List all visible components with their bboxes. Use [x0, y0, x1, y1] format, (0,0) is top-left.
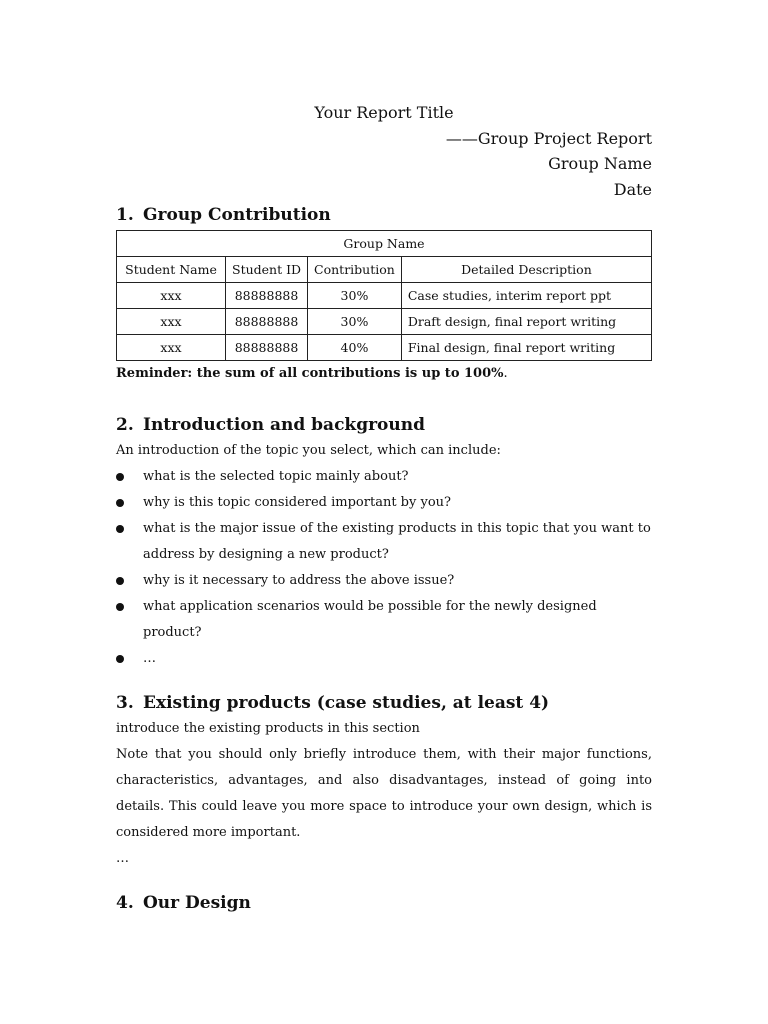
report-title: Your Report Title: [314, 103, 454, 122]
table-cell: 88888888: [226, 309, 308, 335]
report-date: Date: [613, 179, 652, 199]
section-title: Our Design: [143, 893, 251, 913]
section-title: Existing products (case studies, at least 4): [143, 693, 550, 713]
reminder-note: [116, 362, 652, 386]
table-row: [117, 283, 652, 309]
column-header: Contribution: [308, 257, 402, 283]
bullet-icon: [116, 473, 124, 481]
table-cell: Case studies, interim report ppt: [401, 283, 651, 309]
list-item: what is the major issue of the existing products in this topic that you want to address by designing a new product?: [116, 516, 652, 568]
section-number: 1.: [116, 205, 134, 225]
column-header: Student Name: [117, 257, 226, 283]
section-4-heading: [116, 890, 652, 916]
reminder-period: .: [503, 366, 508, 381]
bullet-icon: [116, 603, 124, 611]
section-paragraph: Note that you should only briefly introduce them, with their major functions, characteristics, advantages, and also disadvantages, instead of going into details. This could leave you more space to introduce your own design, which is considered more important.: [116, 747, 652, 840]
table-cell: 30%: [308, 309, 402, 335]
section-title: Group Contribution: [143, 205, 331, 225]
table-cell: Final design, final report writing: [401, 335, 651, 361]
bullet-icon: [116, 577, 124, 585]
table-cell: xxx: [117, 283, 226, 309]
section-number: 4.: [116, 893, 134, 913]
bullet-icon: [116, 499, 124, 507]
section-number: 2.: [116, 415, 134, 435]
report-subtitle: ——Group Project Report: [445, 128, 652, 148]
reminder-text: Reminder: the sum of all contributions is up to 100%: [116, 366, 504, 381]
section-2-heading: [116, 412, 652, 438]
list-item: what application scenarios would be possible for the newly designed product?: [116, 594, 652, 646]
section-title: Introduction and background: [143, 415, 425, 435]
bullet-icon: [116, 525, 124, 533]
table-cell: 30%: [308, 283, 402, 309]
ellipsis-text: …: [116, 851, 129, 866]
table-cell: Draft design, final report writing: [401, 309, 651, 335]
table-cell: 88888888: [226, 283, 308, 309]
table-cell: xxx: [117, 335, 226, 361]
list-item: why is it necessary to address the above issue?: [116, 568, 652, 594]
list-item: what is the selected topic mainly about?: [116, 464, 652, 490]
bullet-list: [116, 464, 652, 672]
document-page: [116, 100, 652, 916]
table-row: [117, 309, 652, 335]
column-header: Student ID: [226, 257, 308, 283]
table-header-row: [117, 257, 652, 283]
list-item: why is this topic considered important by you?: [116, 490, 652, 516]
list-item: …: [116, 646, 652, 672]
table-cell: 40%: [308, 335, 402, 361]
table-cell: xxx: [117, 309, 226, 335]
table-cell: 88888888: [226, 335, 308, 361]
group-name: Group Name: [548, 154, 652, 173]
table-caption: Group Name: [117, 231, 652, 257]
bullet-icon: [116, 655, 124, 663]
contribution-table: [116, 230, 652, 361]
table-row: [117, 335, 652, 361]
section-intro: An introduction of the topic you select, which can include:: [116, 443, 501, 458]
section-3-heading: [116, 690, 652, 716]
section-intro: introduce the existing products in this section: [116, 721, 420, 736]
section-number: 3.: [116, 693, 134, 713]
title-block: [116, 100, 652, 202]
column-header: Detailed Description: [401, 257, 651, 283]
section-1-heading: [116, 202, 652, 228]
